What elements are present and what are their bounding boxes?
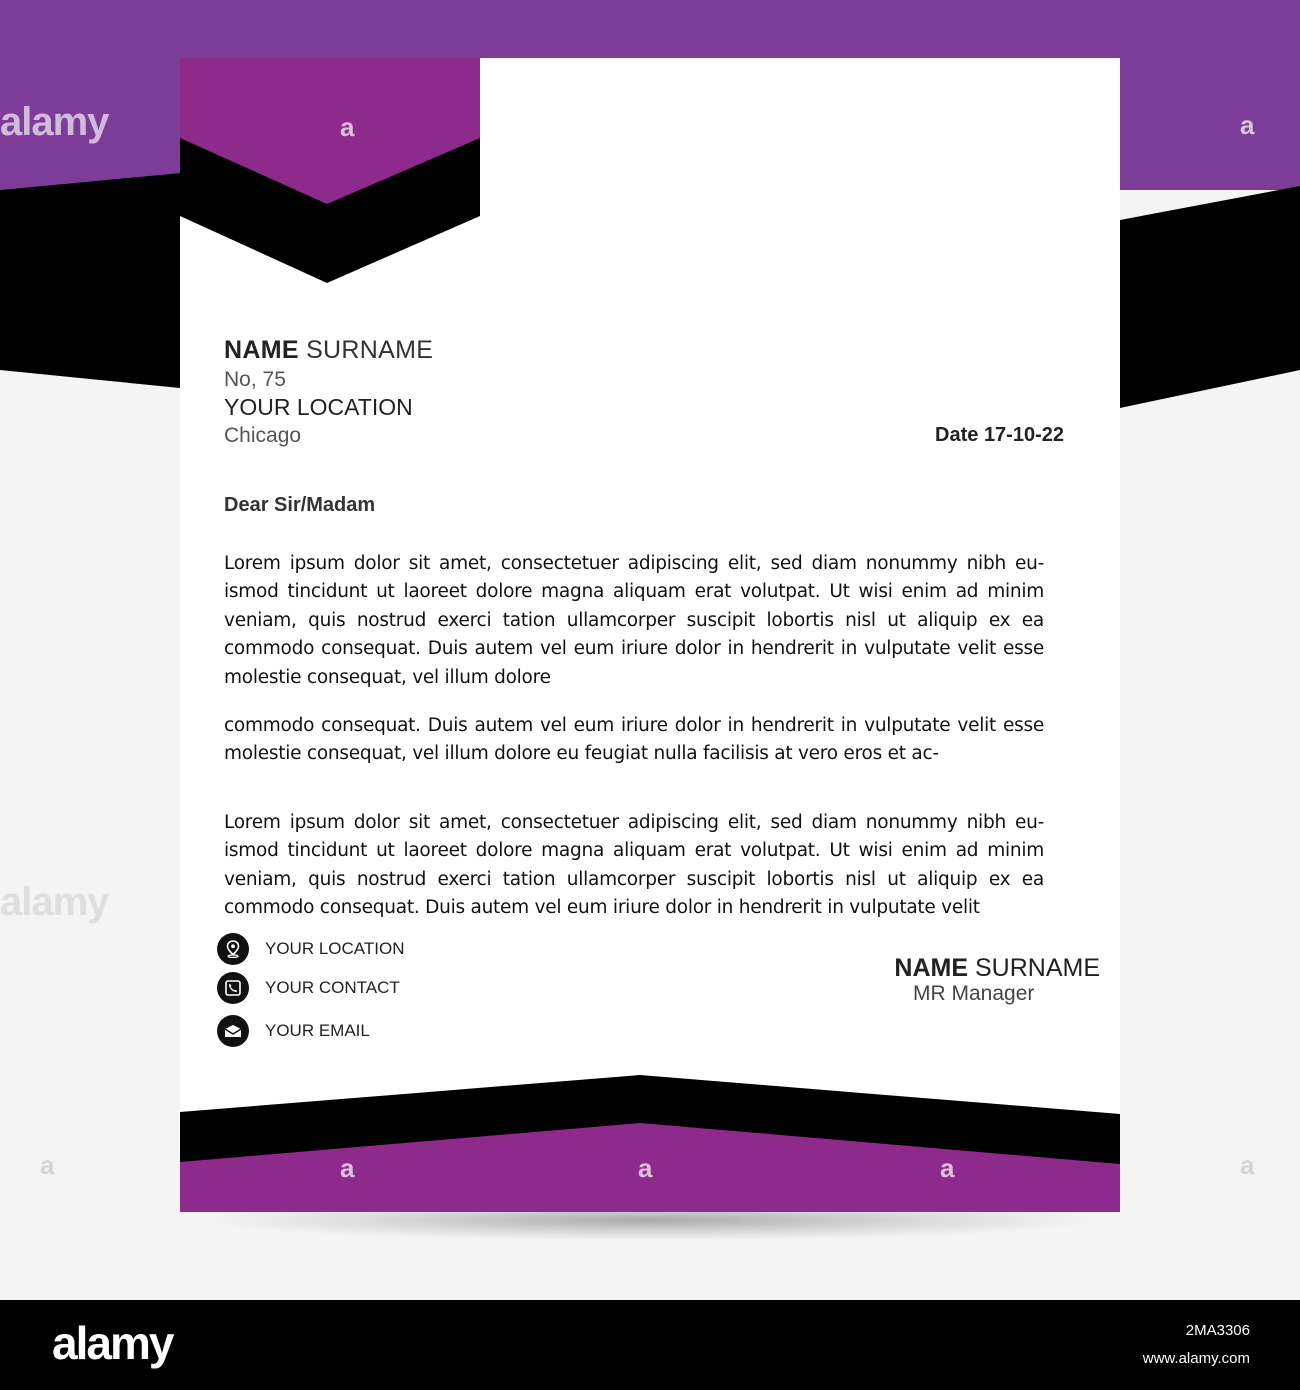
watermark-mark: a xyxy=(1240,1150,1255,1180)
email-icon xyxy=(217,1015,249,1047)
footer-image-id: 2MA3306 xyxy=(1185,1322,1250,1339)
right-black-band xyxy=(1120,186,1300,408)
sender-name xyxy=(224,336,433,365)
letter-date: Date 17-10-22 xyxy=(935,424,1064,446)
signature-name xyxy=(894,954,1100,983)
signature-first-name: NAME xyxy=(894,954,969,982)
phone-icon xyxy=(217,972,249,1004)
letterhead-page xyxy=(180,58,1120,1212)
sender-location: YOUR LOCATION xyxy=(224,394,413,420)
signature-title: MR Manager xyxy=(913,982,1035,1005)
watermark-mark: a xyxy=(340,1153,355,1183)
body-paragraph: Lorem ipsum dolor sit amet, consectetuer adipiscing elit, sed diam nonummy nibh eu-ismod tincidunt ut laoreet dolore magna aliquam erat volutpat. Ut wisi enim ad minim veniam, quis nostrud exerci tation ullamcorper suscipit lobortis nisl ut aliquip ex ea commodo consequat. Duis autem vel eum iriure dolor in hendrerit in vulputate velit esse molestie consequat, vel illum dolore xyxy=(224,553,1044,688)
location-pin-icon xyxy=(217,933,249,965)
sender-city: Chicago xyxy=(224,424,302,447)
contact-location-label: YOUR LOCATION xyxy=(265,939,405,958)
watermark-mark: a xyxy=(40,1150,55,1180)
contact-email xyxy=(217,1015,370,1047)
signature-last-name: SURNAME xyxy=(974,954,1100,982)
body-paragraph: commodo consequat. Duis autem vel eum iriure dolor in hendrerit in vulputate velit esse molestie consequat, vel illum dolore eu feugiat nulla facilisis at vero eros et ac- xyxy=(224,715,1044,765)
contact-email-label: YOUR EMAIL xyxy=(265,1021,370,1040)
stock-footer-bar xyxy=(0,1300,1300,1390)
watermark-mark: a xyxy=(340,112,355,142)
watermark-text: alamy xyxy=(0,100,109,144)
watermark-mark: a xyxy=(1240,110,1255,140)
sender-last-name: SURNAME xyxy=(306,336,434,364)
salutation: Dear Sir/Madam xyxy=(224,494,376,516)
body-paragraph: Lorem ipsum dolor sit amet, consectetuer adipiscing elit, sed diam nonummy nibh eu-ismod tincidunt ut laoreet dolore magna aliquam erat volutpat. Ut wisi enim ad minim veniam, quis nostrud exerci tation ullamcorper suscipit lobortis nisl ut aliquip ex ea commodo consequat. Duis autem vel eum iriure dolor in hendrerit in vulputate velit xyxy=(224,812,1044,919)
sender-first-name: NAME xyxy=(224,336,299,364)
sender-number: No, 75 xyxy=(224,368,286,391)
watermark-text: alamy xyxy=(0,880,109,924)
contact-phone-label: YOUR CONTACT xyxy=(265,978,400,997)
watermark-mark: a xyxy=(940,1153,955,1183)
watermark-mark: a xyxy=(638,1153,653,1183)
left-black-band xyxy=(0,173,180,388)
contact-location xyxy=(217,933,404,965)
contact-phone xyxy=(217,972,400,1004)
footer-logo: alamy xyxy=(52,1317,173,1369)
footer-url: www.alamy.com xyxy=(1142,1350,1250,1367)
